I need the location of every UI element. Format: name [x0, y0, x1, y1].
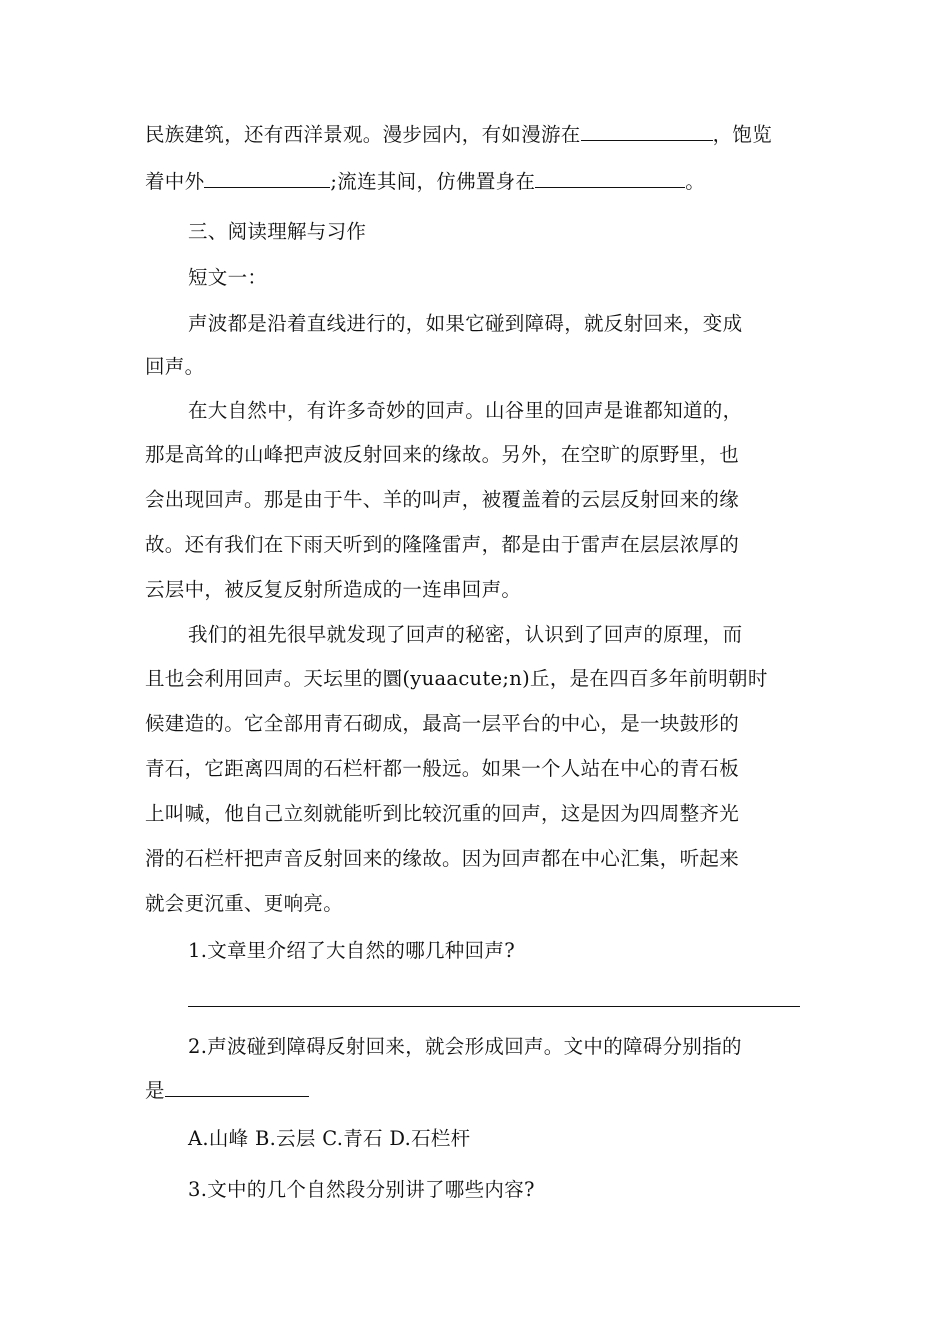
paragraph-line: 在大自然中，有许多奇妙的回声。山谷里的回声是谁都知道的， [188, 399, 743, 422]
question-2-options: A.山峰 B.云层 C.青石 D.石栏杆 [188, 1127, 471, 1150]
text-segment: 。 [685, 170, 706, 193]
passage-label: 短文一： [188, 266, 268, 289]
answer-line[interactable] [188, 1006, 800, 1007]
paragraph-line: 就会更沉重、更响亮。 [145, 892, 344, 915]
paragraph-line: 候建造的。它全部用青石砌成，最高一层平台的中心，是一块鼓形的 [145, 712, 740, 735]
question-2-continued [145, 1077, 309, 1105]
paragraph-line: 云层中，被反复反射所造成的一连串回声。 [145, 578, 522, 601]
paragraph-line: 故。还有我们在下雨天听到的隆隆雷声，都是由于雷声在层层浓厚的 [145, 533, 740, 556]
paragraph-line: 我们的祖先很早就发现了回声的秘密，认识到了回声的原理，而 [188, 623, 743, 646]
question-3: 3.文中的几个自然段分别讲了哪些内容? [188, 1178, 535, 1201]
text-segment: ，饱览 [712, 123, 773, 146]
answer-blank[interactable] [535, 169, 685, 188]
paragraph-line: 声波都是沿着直线进行的，如果它碰到障碍，就反射回来，变成 [188, 312, 743, 335]
paragraph-line: 青石，它距离四周的石栏杆都一般远。如果一个人站在中心的青石板 [145, 757, 740, 780]
paragraph-line: 上叫喊，他自己立刻就能听到比较沉重的回声，这是因为四周整齐光 [145, 802, 740, 825]
text-segment: 是 [145, 1079, 165, 1102]
text-segment: ;流连其间，仿佛置身在 [330, 170, 536, 193]
text-segment: 民族建筑，还有西洋景观。漫步园内，有如漫游在 [145, 123, 581, 146]
paragraph-line: 那是高耸的山峰把声波反射回来的缘故。另外，在空旷的原野里，也 [145, 443, 740, 466]
paragraph-line: 滑的石栏杆把声音反射回来的缘故。因为回声都在中心汇集，听起来 [145, 847, 740, 870]
answer-blank[interactable] [165, 1078, 309, 1097]
answer-blank[interactable] [204, 169, 330, 188]
question-2: 2.声波碰到障碍反射回来，就会形成回声。文中的障碍分别指的 [188, 1035, 742, 1058]
paragraph-line: 且也会利用回声。天坛里的圜(yuaacute;n)丘，是在四百多年前明朝时 [145, 667, 768, 690]
paragraph-line: 回声。 [145, 355, 205, 378]
paragraph-line: 会出现回声。那是由于牛、羊的叫声，被覆盖着的云层反射回来的缘 [145, 488, 740, 511]
section-title: 三、阅读理解与习作 [188, 220, 367, 243]
answer-blank[interactable] [581, 122, 713, 141]
text-segment: 着中外 [145, 170, 205, 193]
fill-blank-line-2 [145, 168, 705, 196]
fill-blank-line-1 [145, 121, 772, 149]
question-1: 1.文章里介绍了大自然的哪几种回声? [188, 939, 515, 962]
